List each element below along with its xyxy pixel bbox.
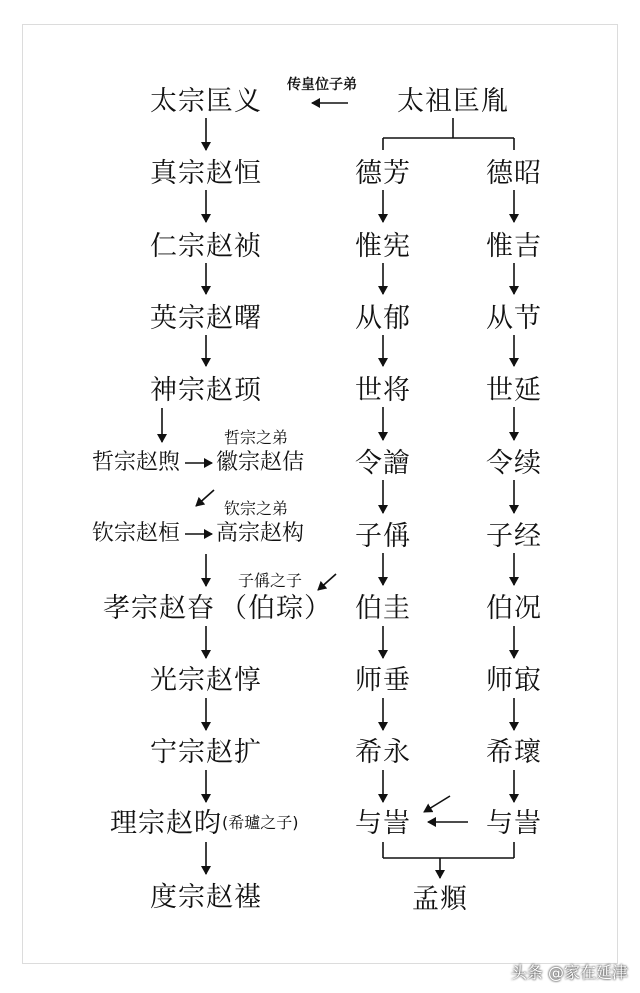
node-dezhao-line: 世延 <box>486 375 542 406</box>
node-dezhao-line: 令续 <box>486 448 542 479</box>
node-defang-line: 令譮 <box>355 448 411 479</box>
annotation-pass-throne: 传皇位子弟 <box>287 77 357 93</box>
node-xiaozong: 孝宗赵昚 <box>103 593 215 624</box>
node-dezhao-line: 伯况 <box>486 593 542 624</box>
node-defang-line: 希永 <box>355 737 411 768</box>
node-defang-line: 惟宪 <box>355 231 411 262</box>
node-duzong: 度宗赵禥 <box>150 882 262 913</box>
node-zhezong: 哲宗赵煦 <box>92 450 181 475</box>
node-huizong: 徽宗赵佶 <box>216 450 305 475</box>
node-zhenzong: 真宗赵恒 <box>150 158 262 189</box>
node-dezhao-line: 从节 <box>486 303 542 334</box>
node-lizong-note: (希瓐之子) <box>222 813 299 832</box>
node-defang-line: 与訔 <box>355 808 411 839</box>
node-dezhao-line: 与訔 <box>486 808 542 839</box>
arrow-diagonal <box>424 796 450 812</box>
node-shenzong: 神宗赵顼 <box>150 375 262 406</box>
node-defang-line: 世将 <box>355 375 411 406</box>
arrow-diagonal <box>196 490 214 506</box>
node-yingzong: 英宗赵曙 <box>150 303 262 334</box>
node-defang-line: 从郁 <box>355 303 411 334</box>
node-ningzong: 宁宗赵扩 <box>150 737 262 768</box>
node-xiaozong-original-name: （伯琮） <box>220 593 332 624</box>
annotation-zhezong-brother: 哲宗之弟 <box>224 428 289 447</box>
node-taizong: 太宗匡义 <box>150 86 262 117</box>
node-defang-line: 子偁 <box>355 521 411 552</box>
node-defang-line: 师垂 <box>355 665 411 696</box>
node-defang-line: 伯圭 <box>355 593 411 624</box>
node-defang-line: 德芳 <box>355 158 411 189</box>
arrow-diagonal <box>318 574 336 590</box>
node-gaozong: 高宗赵构 <box>216 521 305 546</box>
node-mengfu: 孟頫 <box>412 884 468 915</box>
node-taizu: 太祖匡胤 <box>397 86 509 117</box>
node-guangzong: 光宗赵惇 <box>150 665 262 696</box>
annotation-ziyu-son: 子偁之子 <box>238 571 303 590</box>
node-dezhao-line: 德昭 <box>486 158 542 189</box>
node-qinzong: 钦宗赵桓 <box>92 521 181 546</box>
node-lizong: 理宗赵昀 <box>110 808 222 839</box>
node-dezhao-line: 师㝡 <box>486 665 542 696</box>
node-dezhao-line: 子经 <box>486 521 542 552</box>
node-dezhao-line: 希瓌 <box>486 737 542 768</box>
watermark: 头条 @家在延津 <box>510 963 628 982</box>
node-renzong: 仁宗赵祯 <box>150 231 262 262</box>
annotation-qinzong-brother: 钦宗之弟 <box>224 499 289 518</box>
node-dezhao-line: 惟吉 <box>486 231 542 262</box>
